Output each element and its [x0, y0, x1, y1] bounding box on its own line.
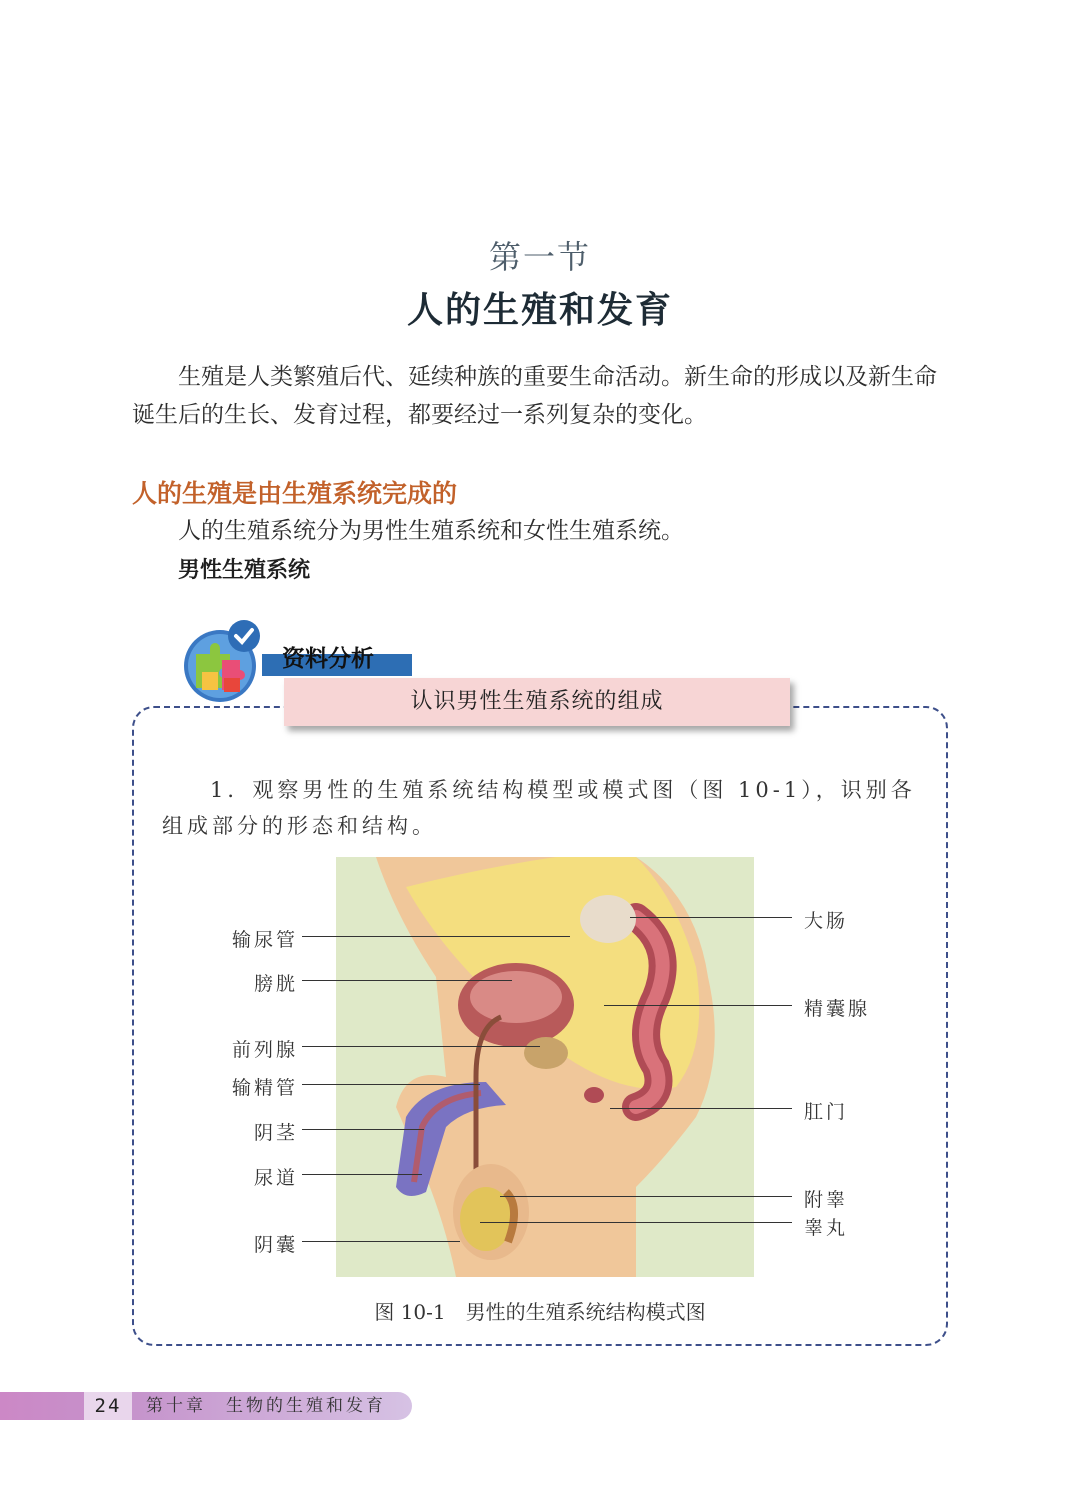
page-number: 24	[84, 1392, 132, 1420]
chapter-title: 第十章 生物的生殖和发育	[146, 1396, 386, 1416]
label-seminal-vesicle: 精囊腺	[804, 998, 871, 1020]
leader-line	[302, 1046, 540, 1047]
question-text: 1．观察男性的生殖系统结构模型或模式图（图 10-1），识别各组成部分的形态和结构。	[162, 778, 916, 838]
anatomy-figure	[336, 857, 754, 1277]
badge-label: 资料分析	[282, 646, 374, 672]
label-scrotum: 阴囊	[253, 1234, 298, 1256]
leader-line	[302, 1174, 422, 1175]
leader-line	[302, 980, 512, 981]
label-ureter: 输尿管	[231, 929, 298, 951]
label-testis: 睾丸	[804, 1217, 849, 1239]
puzzle-globe-icon	[178, 614, 270, 706]
box-title: 认识男性生殖系统的组成	[284, 678, 790, 726]
label-bladder: 膀胱	[253, 973, 298, 995]
label-large-intestine: 大肠	[804, 910, 849, 932]
subheading: 男性生殖系统	[178, 558, 311, 583]
leader-line	[302, 1084, 480, 1085]
leader-line	[610, 1108, 792, 1109]
label-penis: 阴茎	[253, 1122, 298, 1144]
leader-line	[604, 1005, 792, 1006]
leader-line	[302, 1129, 424, 1130]
body-paragraph: 人的生殖系统分为男性生殖系统和女性生殖系统。	[178, 518, 684, 544]
leader-line	[630, 917, 792, 918]
label-urethra: 尿道	[253, 1167, 298, 1189]
figure-caption: 图 10-1 男性的生殖系统结构模式图	[374, 1300, 706, 1324]
leader-line	[500, 1196, 792, 1197]
label-epididymis: 附睾	[804, 1189, 849, 1211]
topic-heading: 人的生殖是由生殖系统完成的	[132, 479, 458, 508]
label-vas-deferens: 输精管	[231, 1077, 298, 1099]
section-title: 人的生殖和发育	[406, 290, 673, 331]
label-prostate: 前列腺	[231, 1039, 298, 1061]
section-number: 第一节	[488, 238, 591, 276]
leader-line	[480, 1222, 792, 1223]
leader-line	[302, 936, 570, 937]
leader-line	[302, 1241, 460, 1242]
intro-paragraph: 生殖是人类繁殖后代、延续种族的重要生命活动。新生命的形成以及新生命诞生后的生长、发育过程，都要经过一系列复杂的变化。	[132, 364, 937, 428]
label-anus: 肛门	[804, 1101, 849, 1123]
